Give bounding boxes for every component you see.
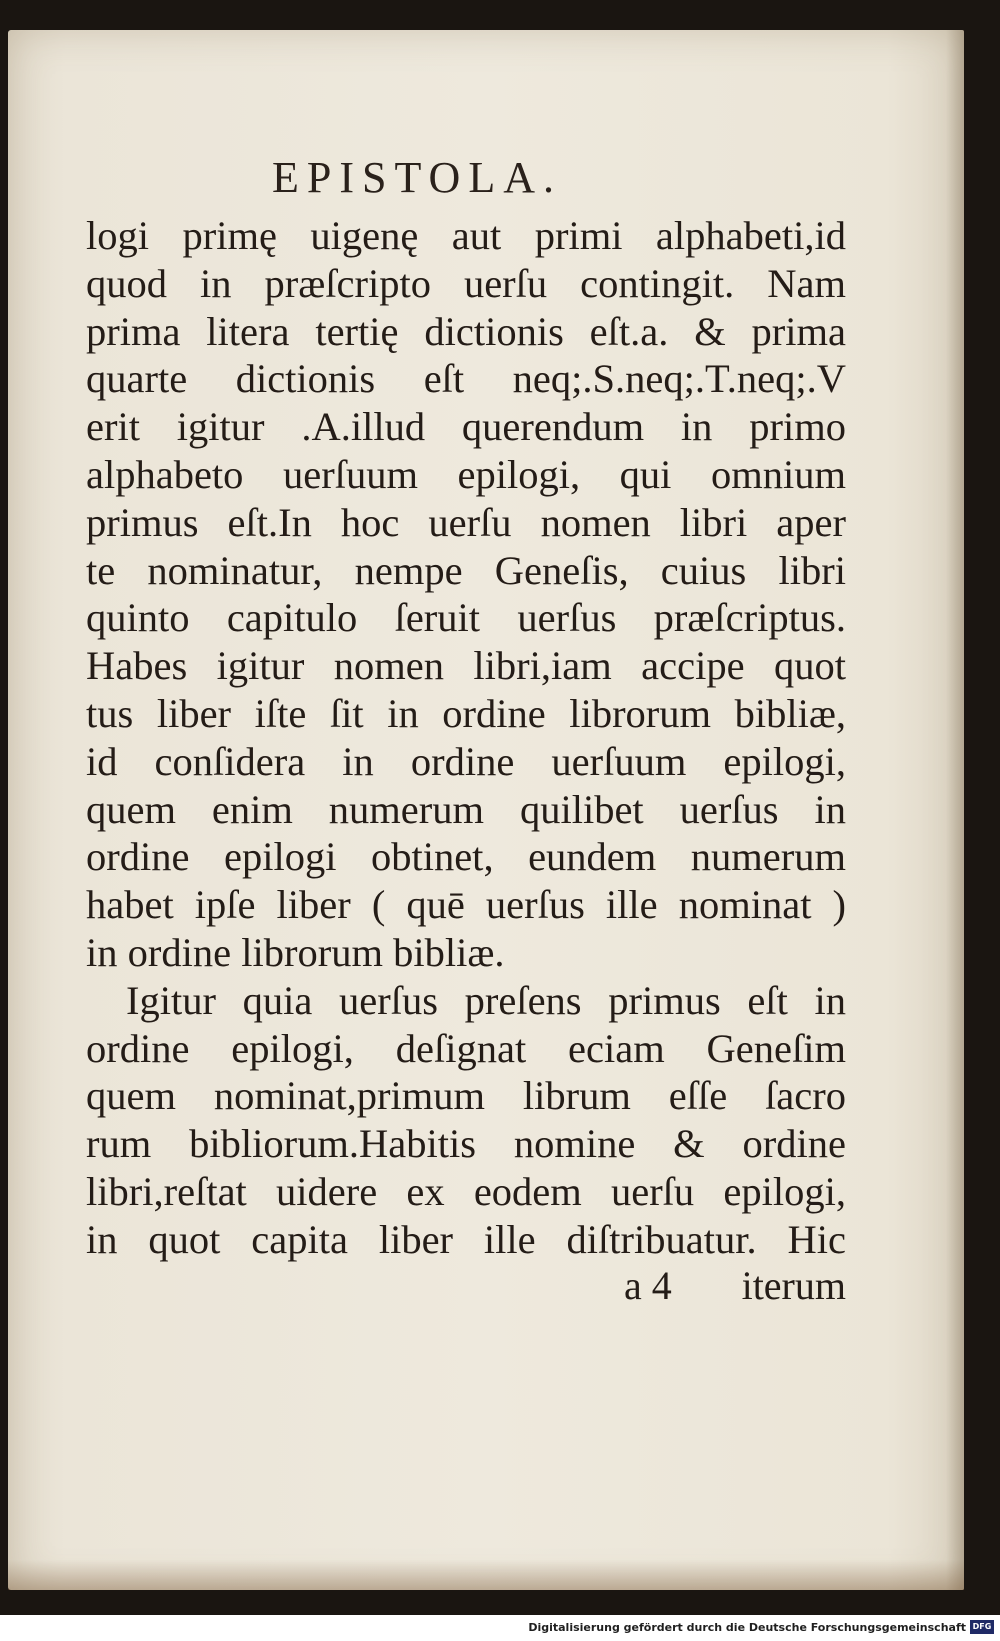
text-line: alphabeto uerſuum epilogi, qui omnium [86,451,846,497]
funding-footer [0,1615,1000,1641]
page-bottom-stain [8,1560,964,1590]
text-line: ordine epilogi obtinet, eundem numerum [86,834,846,880]
text-line: Habes igitur nomen libri,iam accipe quot [86,643,846,689]
paragraph-start-line: Igitur quia uerſus preſens primus eſt in [126,977,846,1023]
text-line: libri,reſtat uidere ex eodem uerſu epilogi, [86,1168,846,1214]
text-line: quod in præſcripto uerſu contingit. Nam [86,260,846,306]
text-line: habet ipſe liber ( quē uerſus ille nominat ) [86,882,846,928]
text-line: erit igitur .A.illud querendum in primo [86,404,846,450]
paragraph-end-line: in ordine librorum bibliæ. [86,929,505,975]
text-line: primus eſt.In hoc uerſu nomen libri aper [86,499,846,545]
text-line: quarte dictionis eſt neq;.S.neq;.T.neq;.V [86,356,846,402]
funding-credit: Digitalisierung gefördert durch die Deutsche Forschungsgemeinschaft [528,1621,966,1634]
text-line: quinto capitulo ſeruit uerſus præſcriptus. [86,595,846,641]
text-line: te nominatur, nempe Geneſis, cuius libri [86,547,846,593]
text-line: tus liber iſte ſit in ordine librorum bibliæ, [86,690,846,736]
body-text [86,212,846,1264]
text-line: prima litera tertię dictionis eſt.a. & prima [86,308,846,354]
text-line: ordine epilogi, deſignat eciam Geneſim [86,1025,846,1071]
text-line: id conſidera in ordine uerſuum epilogi, [86,738,846,784]
text-line: rum bibliorum.Habitis nomine & ordine [86,1121,846,1167]
text-line: quem enim numerum quilibet uerſus in [86,786,846,832]
page-edge-shadow [946,30,964,1590]
dfg-logo-icon: DFG [970,1620,994,1634]
page-foot-marks [624,1262,846,1309]
text-line: logi primę uigenę aut primi alphabeti,id [86,213,846,258]
running-head: EPISTOLA. [272,153,562,202]
catchword: iterum [741,1263,846,1308]
text-line: quem nominat,primum librum eſſe ſacro [86,1073,846,1119]
text-line: in quot capita liber ille diſtribuatur. Hic [86,1216,846,1262]
signature-mark: a 4 [624,1263,672,1308]
